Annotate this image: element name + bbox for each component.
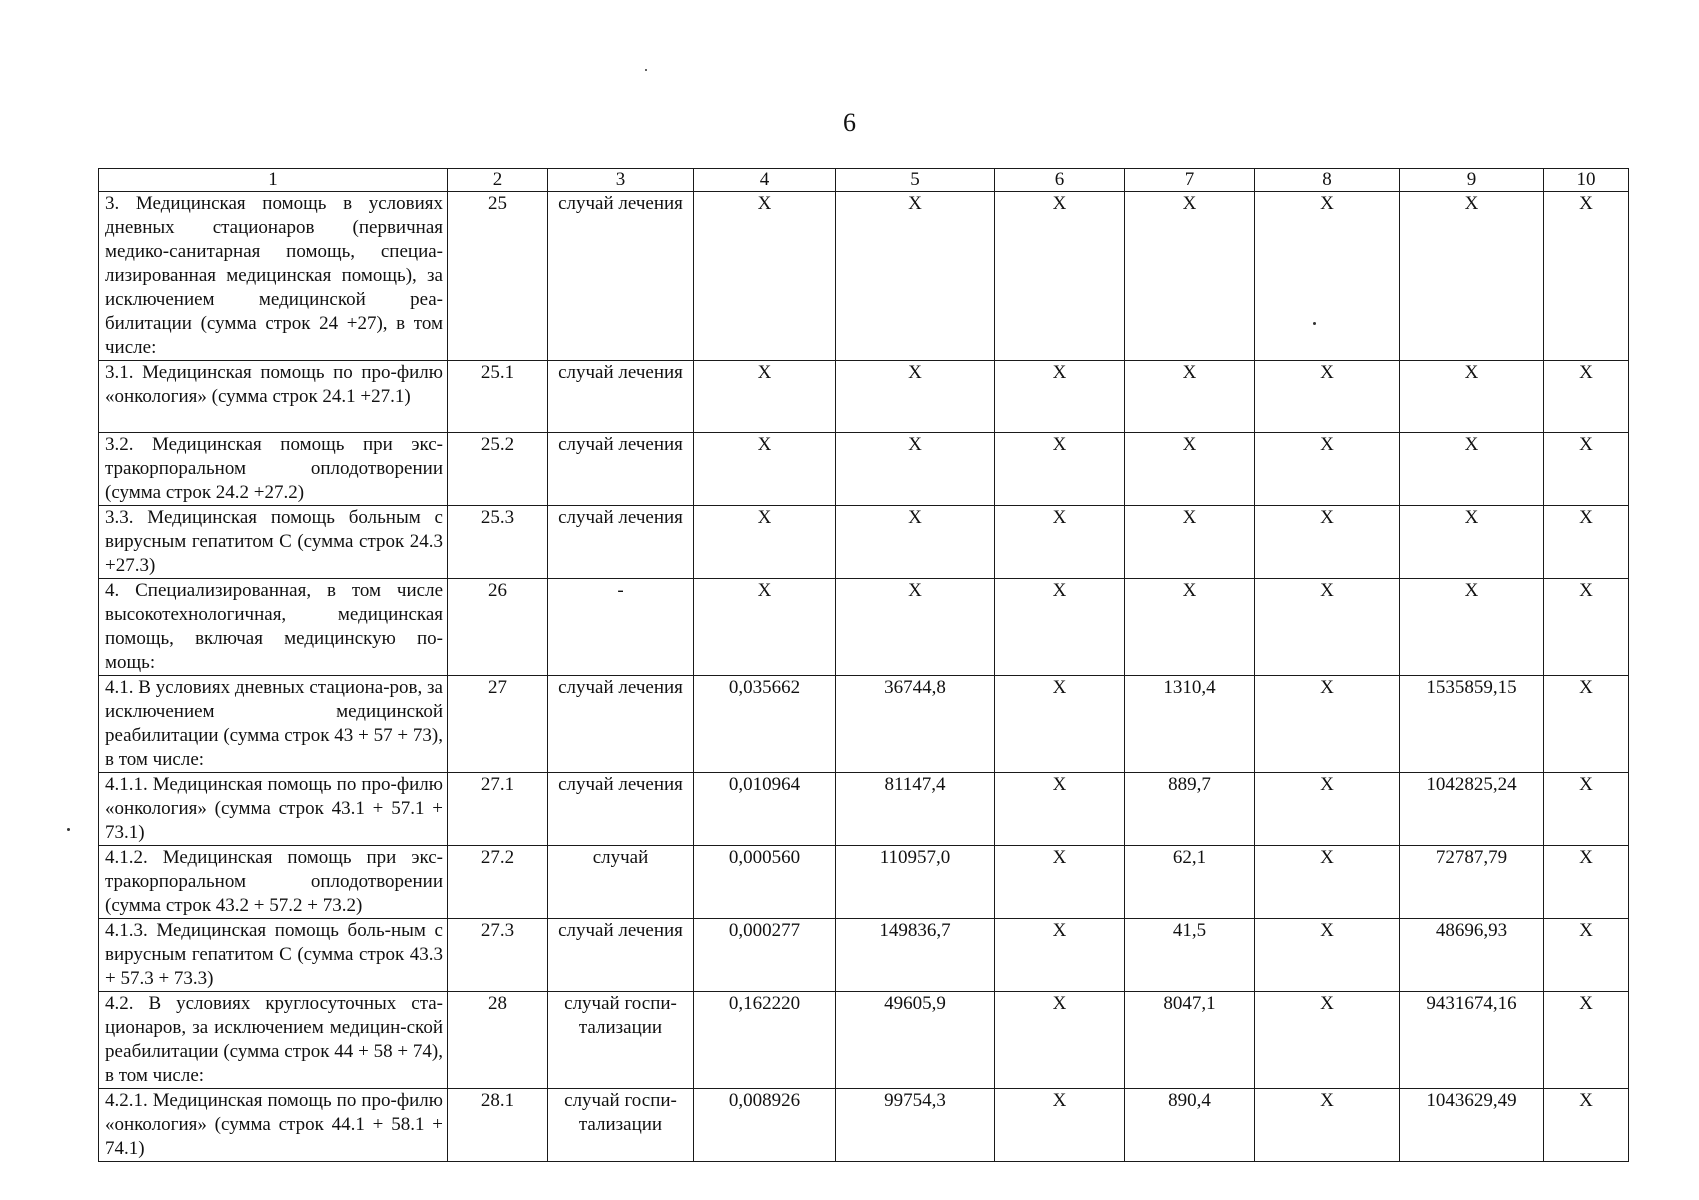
row-unit: случай лечения: [548, 773, 694, 846]
cell-col9: 1043629,49: [1400, 1089, 1544, 1162]
row-unit: случай госпи-тализации: [548, 992, 694, 1089]
cell-col8: X: [1255, 919, 1400, 992]
column-header: 3: [548, 169, 694, 192]
cell-col6: X: [995, 773, 1125, 846]
column-header: 4: [694, 169, 836, 192]
row-unit: случай лечения: [548, 192, 694, 361]
row-code: 25.1: [448, 361, 548, 433]
cell-col8: X: [1255, 361, 1400, 433]
row-description: 4.1.1. Медицинская помощь по про-филю «онкология» (сумма строк 43.1 + 57.1 + 73.1): [99, 773, 448, 846]
cell-col9: X: [1400, 433, 1544, 506]
cell-col7: X: [1125, 192, 1255, 361]
cell-col6: X: [995, 676, 1125, 773]
cell-col8: X: [1255, 192, 1400, 361]
cell-col8: X: [1255, 773, 1400, 846]
row-code: 27: [448, 676, 548, 773]
cell-col10: X: [1544, 919, 1629, 992]
column-header: 5: [836, 169, 995, 192]
row-description: 4.1.3. Медицинская помощь боль-ным с вирусным гепатитом С (сумма строк 43.3 + 57.3 + 73.3): [99, 919, 448, 992]
table-row: [99, 773, 1629, 846]
cell-col6: X: [995, 846, 1125, 919]
row-code: 25: [448, 192, 548, 361]
cell-col9: 48696,93: [1400, 919, 1544, 992]
cell-col7: 890,4: [1125, 1089, 1255, 1162]
row-unit: случай лечения: [548, 919, 694, 992]
table-row: [99, 579, 1629, 676]
cell-col10: X: [1544, 992, 1629, 1089]
cell-col4: X: [694, 506, 836, 579]
row-description: 4. Специализированная, в том числе высокотехнологичная, медицинская помощь, включая медицинскую по-мощь:: [99, 579, 448, 676]
cell-col4: 0,162220: [694, 992, 836, 1089]
cell-col8: X: [1255, 506, 1400, 579]
cell-col7: 62,1: [1125, 846, 1255, 919]
cell-col10: X: [1544, 361, 1629, 433]
row-description: 3. Медицинская помощь в условиях дневных стационаров (первичная медико-санитарная помощь, специа-лизированная медицинская помощь), за исключением медицинской реа-билитации (сумма строк 24 +27), в том числе:: [99, 192, 448, 361]
column-header: 10: [1544, 169, 1629, 192]
cell-col9: X: [1400, 506, 1544, 579]
cell-col5: X: [836, 192, 995, 361]
row-unit: случай лечения: [548, 433, 694, 506]
cell-col9: X: [1400, 361, 1544, 433]
cell-col7: X: [1125, 433, 1255, 506]
cell-col5: X: [836, 433, 995, 506]
column-header: 8: [1255, 169, 1400, 192]
row-unit: случай: [548, 846, 694, 919]
row-unit: случай госпи-тализации: [548, 1089, 694, 1162]
cell-col9: X: [1400, 579, 1544, 676]
column-header: 6: [995, 169, 1125, 192]
cell-col4: X: [694, 361, 836, 433]
table-row: [99, 192, 1629, 361]
cell-col7: 8047,1: [1125, 992, 1255, 1089]
cell-col6: X: [995, 433, 1125, 506]
cell-col4: 0,035662: [694, 676, 836, 773]
cell-col5: 36744,8: [836, 676, 995, 773]
data-table: [98, 168, 1629, 1162]
table-row: [99, 676, 1629, 773]
row-code: 27.1: [448, 773, 548, 846]
table-row: [99, 919, 1629, 992]
table-row: [99, 846, 1629, 919]
cell-col4: 0,000560: [694, 846, 836, 919]
cell-col6: X: [995, 919, 1125, 992]
cell-col8: X: [1255, 992, 1400, 1089]
row-description: 3.1. Медицинская помощь по про-филю «онкология» (сумма строк 24.1 +27.1): [99, 361, 448, 433]
scan-speck: [67, 828, 70, 831]
row-code: 27.2: [448, 846, 548, 919]
row-code: 26: [448, 579, 548, 676]
cell-col8: X: [1255, 676, 1400, 773]
table-row: [99, 433, 1629, 506]
cell-col5: 110957,0: [836, 846, 995, 919]
row-unit: -: [548, 579, 694, 676]
cell-col9: 1042825,24: [1400, 773, 1544, 846]
cell-col5: X: [836, 579, 995, 676]
cell-col4: 0,010964: [694, 773, 836, 846]
cell-col9: 9431674,16: [1400, 992, 1544, 1089]
cell-col4: 0,008926: [694, 1089, 836, 1162]
cell-col9: 72787,79: [1400, 846, 1544, 919]
row-unit: случай лечения: [548, 361, 694, 433]
cell-col10: X: [1544, 506, 1629, 579]
cell-col6: X: [995, 506, 1125, 579]
cell-col7: X: [1125, 361, 1255, 433]
cell-col10: X: [1544, 1089, 1629, 1162]
table-row: [99, 992, 1629, 1089]
table-row: [99, 1089, 1629, 1162]
cell-col5: 81147,4: [836, 773, 995, 846]
cell-col10: X: [1544, 192, 1629, 361]
cell-col10: X: [1544, 846, 1629, 919]
cell-col8: X: [1255, 846, 1400, 919]
cell-col9: 1535859,15: [1400, 676, 1544, 773]
row-code: 25.3: [448, 506, 548, 579]
cell-col7: X: [1125, 579, 1255, 676]
row-unit: случай лечения: [548, 506, 694, 579]
cell-col6: X: [995, 579, 1125, 676]
cell-col10: X: [1544, 676, 1629, 773]
cell-col8: X: [1255, 1089, 1400, 1162]
cell-col6: X: [995, 1089, 1125, 1162]
cell-col9: X: [1400, 192, 1544, 361]
row-code: 28.1: [448, 1089, 548, 1162]
column-header: 2: [448, 169, 548, 192]
row-description: 4.2. В условиях круглосуточных ста-ционаров, за исключением медицин-ской реабилитации (сумма строк 44 + 58 + 74), в том числе:: [99, 992, 448, 1089]
cell-col4: 0,000277: [694, 919, 836, 992]
row-code: 28: [448, 992, 548, 1089]
cell-col5: X: [836, 361, 995, 433]
cell-col4: X: [694, 433, 836, 506]
cell-col4: X: [694, 579, 836, 676]
cell-col7: 889,7: [1125, 773, 1255, 846]
row-description: 3.2. Медицинская помощь при экс-тракорпоральном оплодотворении (сумма строк 24.2 +27.2): [99, 433, 448, 506]
cell-col10: X: [1544, 773, 1629, 846]
column-header: 7: [1125, 169, 1255, 192]
cell-col5: X: [836, 506, 995, 579]
row-description: 4.1. В условиях дневных стациона-ров, за исключением медицинской реабилитации (сумма строк 43 + 57 + 73), в том числе:: [99, 676, 448, 773]
table-header-row: [99, 169, 1629, 192]
cell-col10: X: [1544, 433, 1629, 506]
cell-col6: X: [995, 361, 1125, 433]
cell-col5: 49605,9: [836, 992, 995, 1089]
cell-col6: X: [995, 992, 1125, 1089]
row-unit: случай лечения: [548, 676, 694, 773]
column-header: 9: [1400, 169, 1544, 192]
cell-col6: X: [995, 192, 1125, 361]
cell-col5: 99754,3: [836, 1089, 995, 1162]
row-description: 4.2.1. Медицинская помощь по про-филю «онкология» (сумма строк 44.1 + 58.1 + 74.1): [99, 1089, 448, 1162]
table-row: [99, 506, 1629, 579]
cell-col10: X: [1544, 579, 1629, 676]
row-description: 4.1.2. Медицинская помощь при экс-тракорпоральном оплодотворении (сумма строк 43.2 + 57.2 + 73.2): [99, 846, 448, 919]
row-code: 27.3: [448, 919, 548, 992]
cell-col7: 41,5: [1125, 919, 1255, 992]
cell-col8: X: [1255, 579, 1400, 676]
column-header: 1: [99, 169, 448, 192]
scan-speck: [645, 69, 647, 71]
cell-col8: X: [1255, 433, 1400, 506]
page-number: 6: [843, 108, 856, 137]
table-row: [99, 361, 1629, 433]
cell-col5: 149836,7: [836, 919, 995, 992]
cell-col4: X: [694, 192, 836, 361]
row-description: 3.3. Медицинская помощь больным с вирусным гепатитом С (сумма строк 24.3 +27.3): [99, 506, 448, 579]
row-code: 25.2: [448, 433, 548, 506]
cell-col7: 1310,4: [1125, 676, 1255, 773]
cell-col7: X: [1125, 506, 1255, 579]
